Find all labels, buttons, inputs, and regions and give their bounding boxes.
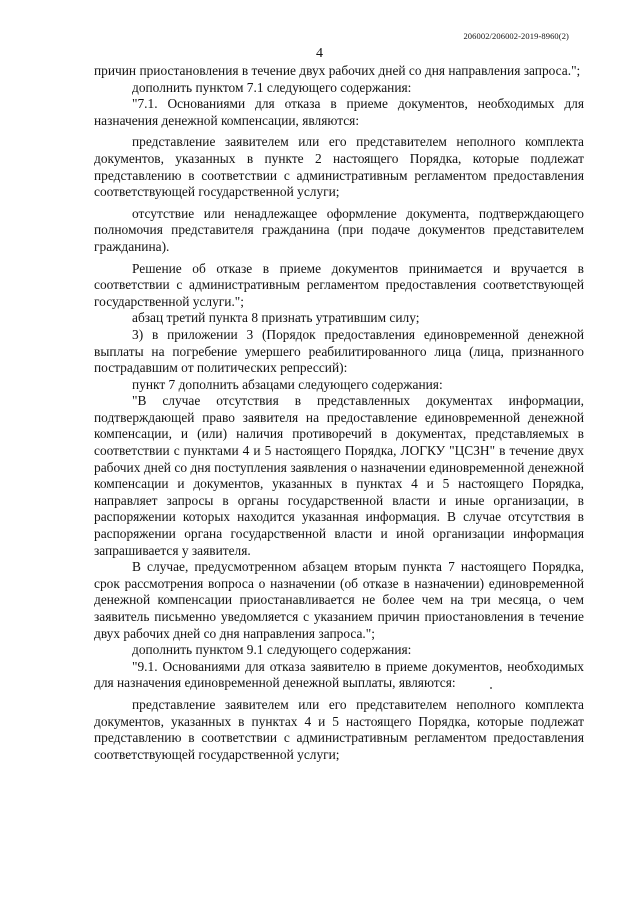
paragraph: представление заявителем или его представителем неполного комплекта документов, указанных в пунктах 4 и 5 настоящего Порядка, которые подлежат представлению в соответствии с административным регламентом предоставления соответствующей государственной услуги; (94, 696, 584, 762)
paragraph: представление заявителем или его представителем неполного комплекта документов, указанных в пункте 2 настоящего Порядка, которые подлежат представлению в соответствии с административным регламентом предоставления соответствующей государственной услуги; (94, 134, 584, 200)
document-id: 206002/206002-2019-8960(2) (463, 31, 569, 41)
document-body (94, 63, 584, 763)
paragraph: Решение об отказе в приеме документов принимается и вручается в соответствии с административным регламентом предоставления соответствующей государственной услуги."; (94, 260, 584, 309)
paragraph: "В случае отсутствия в представленных документах информации, подтверждающей право заявителя на предоставление единовременной денежной компенсации, и (или) наличия противоречий в документах, представляемых в соответствии с пунктами 4 и 5 настоящего Порядка, ЛОГКУ "ЦСЗН" в течение двух рабочих дней со дня поступления заявления о назначении единовременной денежной компенсации и документов, указанных в пунктах 4 и 5 настоящего Порядка, направляет запросы в органы государственной власти и иные организации, в распоряжении которых находится указанная информация. В случае отсутствия в распоряжении органа государственной власти и иной организации информация запрашивается у заявителя. (94, 393, 584, 558)
scan-speck (490, 687, 492, 689)
paragraph: "7.1. Основаниями для отказа в приеме документов, необходимых для назначения денежной компенсации, являются: (94, 96, 584, 128)
paragraph: дополнить пунктом 9.1 следующего содержания: (132, 642, 412, 658)
paragraph: дополнить пунктом 7.1 следующего содержания: (132, 79, 412, 95)
paragraph: пункт 7 дополнить абзацами следующего содержания: (132, 376, 443, 392)
paragraph: "9.1. Основаниями для отказа заявителю в приеме документов, необходимых для назначения единовременной денежной выплаты, являются: (94, 658, 584, 691)
paragraph: В случае, предусмотренном абзацем вторым пункта 7 настоящего Порядка, срок рассмотрения вопроса о назначении (об отказе в назначении) единовременной денежной компенсации приостанавливается не более чем на три месяца, о чем заявитель письменно уведомляется с указанием причин приостановления в течение двух рабочих дней со дня направления запроса."; (94, 559, 584, 641)
paragraph: отсутствие или ненадлежащее оформление документа, подтверждающего полномочия представителя гражданина (при подаче документов представителем гражданина). (94, 205, 584, 254)
paragraph: причин приостановления в течение двух рабочих дней со дня направления запроса."; (94, 63, 581, 78)
page-number: 4 (316, 46, 323, 61)
paragraph: 3) в приложении 3 (Порядок предоставления единовременной денежной выплаты на погребение умершего реабилитированного лица (лица, признанного пострадавшим от политических репрессий): (94, 326, 584, 376)
paragraph: абзац третий пункта 8 признать утратившим силу; (132, 310, 420, 326)
